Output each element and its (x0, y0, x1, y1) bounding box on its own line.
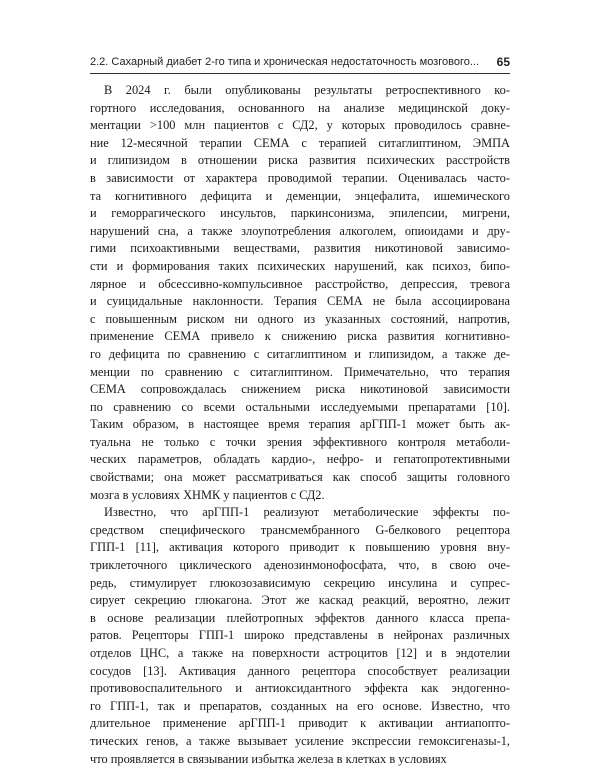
text-line: менции по сравнению с ситаглиптином. Примечательно, что терапия (90, 364, 510, 379)
text-line: сирует секрецию глюкагона. Этот же каскад реакций, вероятно, лежит (90, 593, 510, 608)
text-line: сосудов [13]. Активация данного рецептора способствует реализации (90, 663, 510, 678)
page-number: 65 (496, 55, 510, 69)
text-line: и глипизидом в отношении риска развития психических расстройств (90, 153, 510, 168)
text-line: применение СЕМА привело к снижению риска развития когнитивно- (90, 329, 510, 344)
text-line: сти и формирования таких психических нарушений, как психоз, бипо- (90, 258, 510, 273)
header-divider (90, 73, 510, 74)
text-line: Известно, что арГПП-1 реализуют метаболические эффекты по- (104, 505, 510, 520)
text-line: гими психоактивными веществами, развития никотиновой зависимо- (90, 241, 510, 256)
text-line: В 2024 г. были опубликованы результаты ретроспективного ко- (104, 83, 510, 97)
text-line: го дефицита по сравнению с ситаглиптином и глипизидом, а также де- (90, 346, 510, 361)
text-line: го ГПП-1, так и препаратов, созданных на его основе. Известно, что (90, 698, 510, 713)
paragraph (90, 504, 510, 768)
text-line: ратов. Рецепторы ГПП-1 широко представлены в нейронах различных (90, 628, 510, 643)
paragraph (90, 82, 510, 504)
text-line: та когнитивного дефицита и деменции, энцефалита, ишемического (90, 188, 510, 203)
text-line: лярное и обсессивно-компульсивное расстройство, депрессия, тревога (90, 276, 510, 291)
text-line: туальна не только с точки зрения эффективного контроля метаболи- (90, 434, 510, 449)
text-line: в основе реализации плейотропных эффектов данного класса препа- (90, 610, 510, 625)
text-line: и геморрагического инсультов, паркинсонизма, эпилепсии, мигрени, (90, 206, 510, 221)
text-line: ГПП-1 [11], активация которого приводит к повышению уровня вну- (90, 540, 510, 555)
text-line: гортного исследования, основанного на анализе медицинской доку- (90, 100, 510, 115)
running-header (90, 54, 510, 70)
text-line: длительное применение арГПП-1 приводит к активации антиапопто- (90, 716, 510, 731)
text-line: отделов ЦНС, а также на поверхности астроцитов [12] и в эндотелии (90, 646, 510, 660)
text-line: в зависимости от характера проводимой терапии. Оценивалась часто- (90, 170, 510, 185)
text-line: свойствами; она может рассматриваться как способ защиты головного (90, 470, 510, 485)
text-line: по сравнению со всеми остальными исследуемыми препаратами [10]. (90, 399, 510, 414)
text-line: ментации >100 млн пациентов с СД2, у которых проводилось сравне- (90, 118, 510, 133)
body-text (90, 82, 510, 768)
text-line: с повышенным риском ни одного из указанных состояний, напротив, (90, 311, 510, 326)
text-line: СЕМА сопровождалась снижением риска никотиновой зависимости (90, 382, 510, 397)
text-line: средством специфического трансмембранного G-белкового рецептора (90, 522, 510, 537)
text-line: что проявляется в связывании избытка железа в клетках в условиях (90, 751, 447, 766)
text-line: ние 12-месячной терапии СЕМА с терапией ситаглиптином, ЭМПА (90, 135, 510, 150)
text-line: мозга в условиях ХНМК у пациентов с СД2. (90, 487, 325, 502)
text-line: нарушений сна, а также злоупотребления алкоголем, опиоидами и дру- (90, 223, 510, 238)
text-line: Таким образом, в настоящее время терапия арГПП-1 может быть ак- (90, 417, 510, 432)
text-line: ческих параметров, обладать кардио-, нефро- и гепатопротективными (90, 452, 510, 467)
text-line: тических генов, а также вызывает усиление экспрессии гемоксигеназы-1, (90, 733, 510, 748)
text-line: редь, стимулирует глюкозозависимую секрецию инсулина и супрес- (90, 575, 510, 590)
text-line: противовоспалительного и антиоксидантного эффекта как эндогенно- (90, 681, 510, 696)
running-header-title: 2.2. Сахарный диабет 2-го типа и хроническая недостаточность мозгового... (90, 56, 480, 68)
text-line: и суицидальные наклонности. Терапия СЕМА не была ассоциирована (90, 294, 510, 309)
text-line: триклеточного циклического аденозинмонофосфата, что, в свою оче- (90, 558, 510, 573)
